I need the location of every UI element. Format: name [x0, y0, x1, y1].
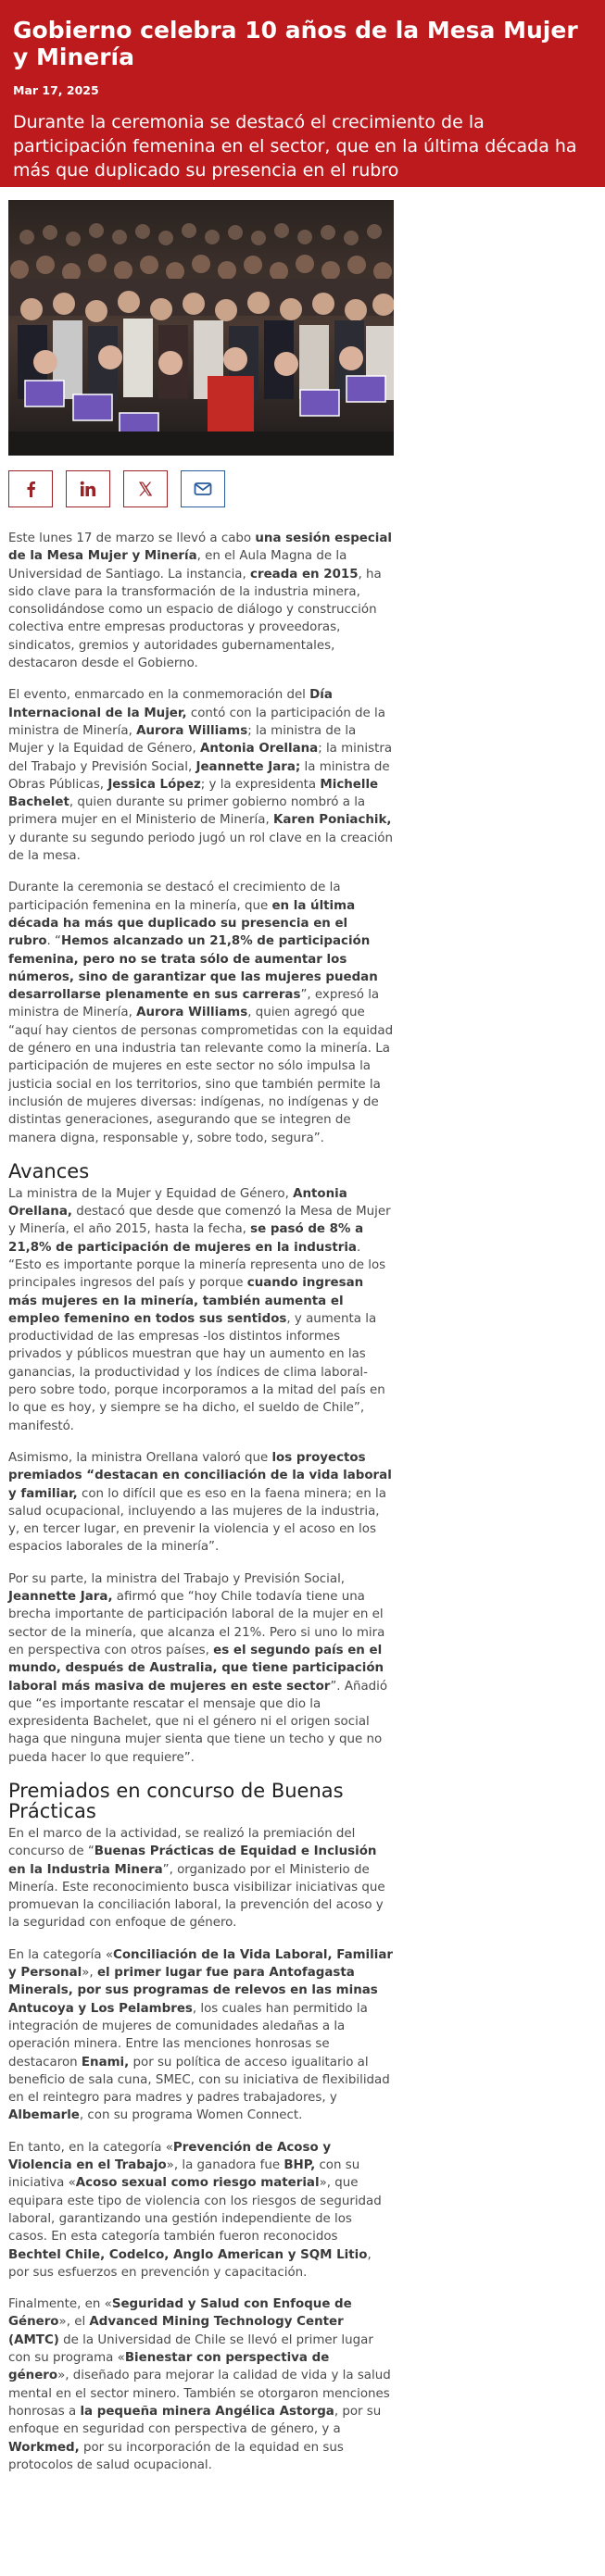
share-bar	[8, 470, 394, 507]
linkedin-icon	[80, 481, 96, 497]
paragraph-prevencion: En tanto, en la categoría «Prevención de Acoso y Violencia en el Trabajo», la ganadora fue BHP, con su iniciativa «Acoso sexual como riesgo material», que equipara este tipo de violencia con los riesgos de seguridad laboral, garantizando una gestión independiente de los casos. En esta categoría también fueron reconocidos Bechtel Chile, Codelco, Anglo American y SQM Litio, por sus esfuerzos en prevención y capacitación.	[8, 2140, 382, 2280]
publish-date: Mar 17, 2025	[13, 83, 99, 97]
mail-icon	[194, 481, 212, 496]
paragraph-proyectos: Asimismo, la ministra Orellana valoró que los proyectos premiados “destacan en conciliación de la vida laboral y familiar, con lo difícil que es eso en la faena minera; en la salud ocupacional, incluyendo a las mujeres de la industria, y, en tercer lugar, en prevenir la violencia y el acoso en los espacios laborales de la minería”.	[8, 1450, 392, 1555]
section-heading-avances: Avances	[8, 1159, 90, 1182]
paragraph-intro: Este lunes 17 de marzo se llevó a cabo una sesión especial de la Mesa Mujer y Minería, en el Aula Magna de la Universidad de Santiago. La instancia, creada en 2015, ha sido clave para la transformación de la industria minera, consolidándose como un espacio de diálogo y construcción colectiva entre empresas productoras y proveedoras, sindicatos, gremios y autoridades gubernamentales, destacaron desde el Gobierno.	[8, 531, 393, 671]
article-subtitle: Durante la ceremonia se destacó el crecimiento de la participación femenina en el sector, que en la última década ha más que duplicado su presencia en el rubro	[13, 112, 577, 181]
linkedin-share-button[interactable]	[66, 470, 110, 507]
facebook-icon	[24, 481, 37, 497]
paragraph-ceremony: Durante la ceremonia se destacó el crecimiento de la participación femenina en la minería, que en la última década ha más que duplicado su presencia en el rubro. “Hemos alcanzado un 21,8% de participación femenina, pero no se trata sólo de aumentar los números, sino de garantizar que las mujeres puedan desarrollarse plenamente en sus carreras”, expresó la ministra de Minería, Aurora Williams, quien agregó que “aquí hay cientos de personas comprometidas con la equidad de género en una industria tan relevante como la minería. La participación de mujeres en este sector no sólo impulsa la justicia social en los territorios, sino que también permite la inclusión de mujeres diversas: indígenas, no indígenas y de distintas generaciones, asegurando que se integren de manera digna, responsable y, sobre todo, segura”.	[8, 881, 394, 1145]
article-body	[8, 530, 394, 2474]
page-title: Gobierno celebra 10 años de la Mesa Mujer y Minería	[13, 17, 578, 70]
paragraph-seguridad: Finalmente, en «Seguridad y Salud con Enfoque de Género», el Advanced Mining Technology Center (AMTC) de la Universidad de Chile se llevó el primer lugar con su programa «Bienestar con perspectiva de género», diseñado para mejorar la calidad de vida y la salud mental en el sector minero. También se otorgaron menciones honrosas a la pequeña minera Angélica Astorga, por su enfoque en seguridad con perspectiva de género, y a Workmed, por su incorporación de la equidad en sus protocolos de salud ocupacional.	[8, 2297, 391, 2472]
paragraph-premiacion: En el marco de la actividad, se realizó la premiación del concurso de “Buenas Prácticas de Equidad e Inclusión en la Industria Minera”, organizado por el Ministerio de Minería. Este reconocimiento busca visibilizar iniciativas que promuevan la conciliación laboral, la prevención del acoso y la seguridad con enfoque de género.	[8, 1827, 385, 1931]
paragraph-event: El evento, enmarcado en la conmemoración del Día Internacional de la Mujer, contó con la participación de la ministra de Minería, Aurora Williams; la ministra de la Mujer y la Equidad de Género, Antonia Orellana; la ministra del Trabajo y Previsión Social, Jeannette Jara; la ministra de Obras Públicas, Jessica López; y la expresidenta Michelle Bachelet, quien durante su primer gobierno nombró a la primera mujer en el Ministerio de Minería, Karen Poniachik, y durante su segundo periodo jugó un rol clave en la creación de la mesa.	[8, 688, 393, 864]
article-header	[0, 0, 605, 187]
x-icon	[137, 481, 154, 497]
paragraph-jara: Por su parte, la ministra del Trabajo y Previsión Social, Jeannette Jara, afirmó que “hoy Chile todavía tiene una brecha importante de participación laboral de la mujer en el sector de la minería, que alcanza el 21%. Pero si uno lo mira en perspectiva con otros países, es el segundo país en el mundo, después de Australia, que tiene participación laboral más masiva de mujeres en este sector”. Añadió que “es importante rescatar el mensaje que dio la expresidenta Bachelet, que ni el género ni el origen social haga que ninguna mujer sienta que tiene un techo y que no pueda hacer lo que requiere”.	[8, 1571, 388, 1765]
paragraph-orellana: La ministra de la Mujer y Equidad de Género, Antonia Orellana, destacó que desde que comenzó la Mesa de Mujer y Minería, el año 2015, hasta la fecha, se pasó de 8% a 21,8% de participación de mujeres en la industria. “Esto es importante porque la minería representa uno de los principales ingresos del país y porque cuando ingresan más mujeres en la minería, también aumenta el empleo femenino en todos sus sentidos, y aumenta la productividad de las empresas -los distintos informes privados y públicos muestran que hay un aumento en las ganancias, la productividad y los índices de clima laboral- pero sobre todo, porque incorporamos a la mitad del país en lo que es hoy, y siempre se ha dicho, el sueldo de Chile”, manifestó.	[8, 1186, 391, 1433]
section-heading-premiados: Premiados en concurso de Buenas Prácticas	[8, 1780, 344, 1822]
article-content	[0, 200, 394, 2474]
x-share-button[interactable]	[123, 470, 168, 507]
event-group-photo	[8, 200, 394, 456]
facebook-share-button[interactable]	[8, 470, 53, 507]
paragraph-conciliacion: En la categoría «Conciliación de la Vida Laboral, Familiar y Personal», el primer lugar fue para Antofagasta Minerals, por sus programas de relevos en las minas Antucoya y Los Pelambres, los cuales han permitido la integración de mujeres de comunidades aledañas a la operación minera. Entre las menciones honrosas se destacaron Enami, por su política de acceso igualitario al beneficio de sala cuna, SMEC, con su iniciativa de flexibilidad en el reintegro para madres y padres trabajadores, y Albemarle, con su programa Women Connect.	[8, 1947, 393, 2123]
email-share-button[interactable]	[181, 470, 225, 507]
